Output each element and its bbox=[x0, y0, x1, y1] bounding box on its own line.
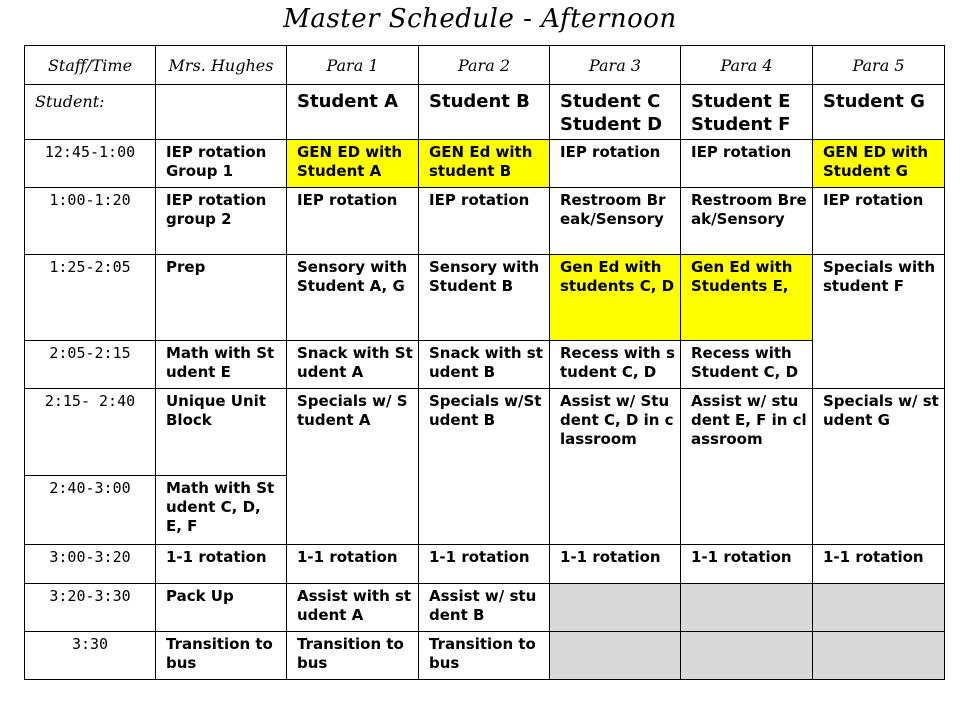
table-row bbox=[25, 188, 945, 255]
header-mrs-hughes: Mrs. Hughes bbox=[156, 46, 287, 85]
schedule-cell: 1-1 rotation bbox=[550, 545, 681, 584]
schedule-cell: IEP rotation bbox=[287, 188, 419, 255]
schedule-cell: Transition to bus bbox=[419, 632, 550, 680]
schedule-cell-highlighted: Gen Ed with Students E, bbox=[681, 255, 813, 341]
schedule-cell: Specials w/Student B bbox=[419, 389, 550, 545]
header-para-4: Para 4 bbox=[681, 46, 813, 85]
schedule-cell: 1-1 rotation bbox=[156, 545, 287, 584]
table-row bbox=[25, 389, 945, 476]
schedule-cell: IEP rotation bbox=[550, 140, 681, 188]
schedule-cell: 1-1 rotation bbox=[681, 545, 813, 584]
schedule-cell: Pack Up bbox=[156, 584, 287, 632]
schedule-cell: IEP rotation bbox=[813, 188, 945, 255]
schedule-cell: Assist w/ student E, F in classroom bbox=[681, 389, 813, 545]
empty-cell bbox=[681, 584, 813, 632]
schedule-table bbox=[24, 45, 945, 680]
empty-cell bbox=[681, 632, 813, 680]
schedule-cell: 1-1 rotation bbox=[813, 545, 945, 584]
header-row bbox=[25, 46, 945, 85]
schedule-cell: Snack with Student A bbox=[287, 341, 419, 389]
student-para-2: Student B bbox=[419, 85, 550, 140]
empty-cell bbox=[550, 632, 681, 680]
student-para-4 bbox=[681, 85, 813, 140]
time-cell: 12:45-1:00 bbox=[25, 140, 156, 188]
header-para-2: Para 2 bbox=[419, 46, 550, 85]
header-para-5: Para 5 bbox=[813, 46, 945, 85]
time-cell: 3:00-3:20 bbox=[25, 545, 156, 584]
schedule-cell-highlighted: Gen Ed with students C, D bbox=[550, 255, 681, 341]
schedule-cell: Prep bbox=[156, 255, 287, 341]
time-cell: 2:40-3:00 bbox=[25, 476, 156, 545]
student-para-3-line-1: Student C bbox=[560, 91, 661, 112]
schedule-cell: Recess with Student C, D bbox=[681, 341, 813, 389]
schedule-cell: Snack with student B bbox=[419, 341, 550, 389]
empty-cell bbox=[813, 632, 945, 680]
student-para-3-line-2: Student D bbox=[560, 114, 663, 135]
table-row bbox=[25, 545, 945, 584]
student-row bbox=[25, 85, 945, 140]
student-para-3 bbox=[550, 85, 681, 140]
time-cell: 1:00-1:20 bbox=[25, 188, 156, 255]
schedule-cell: Assist w/ student B bbox=[419, 584, 550, 632]
student-hughes bbox=[156, 85, 287, 140]
student-para-1: Student A bbox=[287, 85, 419, 140]
empty-cell bbox=[813, 584, 945, 632]
schedule-cell: IEP rotation bbox=[681, 140, 813, 188]
time-cell: 2:15- 2:40 bbox=[25, 389, 156, 476]
schedule-cell: Unique Unit Block bbox=[156, 389, 287, 476]
schedule-cell: Assist with student A bbox=[287, 584, 419, 632]
schedule-cell: IEP rotation group 2 bbox=[156, 188, 287, 255]
student-para-4-line-1: Student E bbox=[691, 91, 791, 112]
page-title: Master Schedule - Afternoon bbox=[283, 4, 677, 34]
schedule-cell: 1-1 rotation bbox=[419, 545, 550, 584]
table-row bbox=[25, 140, 945, 188]
schedule-cell: Transition to bus bbox=[156, 632, 287, 680]
schedule-cell: Assist w/ Student C, D in classroom bbox=[550, 389, 681, 545]
schedule-cell: 1-1 rotation bbox=[287, 545, 419, 584]
schedule-cell-highlighted: GEN Ed with student B bbox=[419, 140, 550, 188]
empty-cell bbox=[550, 584, 681, 632]
header-staff-time: Staff/Time bbox=[25, 46, 156, 85]
schedule-cell: Restroom Break/Sensory bbox=[550, 188, 681, 255]
time-cell: 2:05-2:15 bbox=[25, 341, 156, 389]
schedule-cell: Sensory with Student A, G bbox=[287, 255, 419, 341]
time-cell: 1:25-2:05 bbox=[25, 255, 156, 341]
table-row bbox=[25, 255, 945, 341]
header-para-3: Para 3 bbox=[550, 46, 681, 85]
table-row bbox=[25, 584, 945, 632]
student-para-5: Student G bbox=[813, 85, 945, 140]
schedule-cell: Math with Student C, D, E, F bbox=[156, 476, 287, 545]
schedule-cell: Math with Student E bbox=[156, 341, 287, 389]
schedule-cell: IEP rotation Group 1 bbox=[156, 140, 287, 188]
time-cell: 3:30 bbox=[25, 632, 156, 680]
schedule-cell: Specials with student F bbox=[813, 255, 945, 389]
time-cell: 3:20-3:30 bbox=[25, 584, 156, 632]
schedule-cell: Specials w/ Student A bbox=[287, 389, 419, 545]
student-para-4-line-2: Student F bbox=[691, 114, 791, 135]
schedule-cell-highlighted: GEN ED with Student G bbox=[813, 140, 945, 188]
table-row bbox=[25, 341, 945, 389]
student-row-label: Student: bbox=[25, 85, 156, 140]
schedule-cell-highlighted: GEN ED with Student A bbox=[287, 140, 419, 188]
schedule-cell: IEP rotation bbox=[419, 188, 550, 255]
schedule-cell: Sensory with Student B bbox=[419, 255, 550, 341]
schedule-cell: Recess with student C, D bbox=[550, 341, 681, 389]
header-para-1: Para 1 bbox=[287, 46, 419, 85]
schedule-cell: Restroom Break/Sensory bbox=[681, 188, 813, 255]
schedule-cell: Specials w/ student G bbox=[813, 389, 945, 545]
schedule-cell: Transition to bus bbox=[287, 632, 419, 680]
table-row bbox=[25, 632, 945, 680]
